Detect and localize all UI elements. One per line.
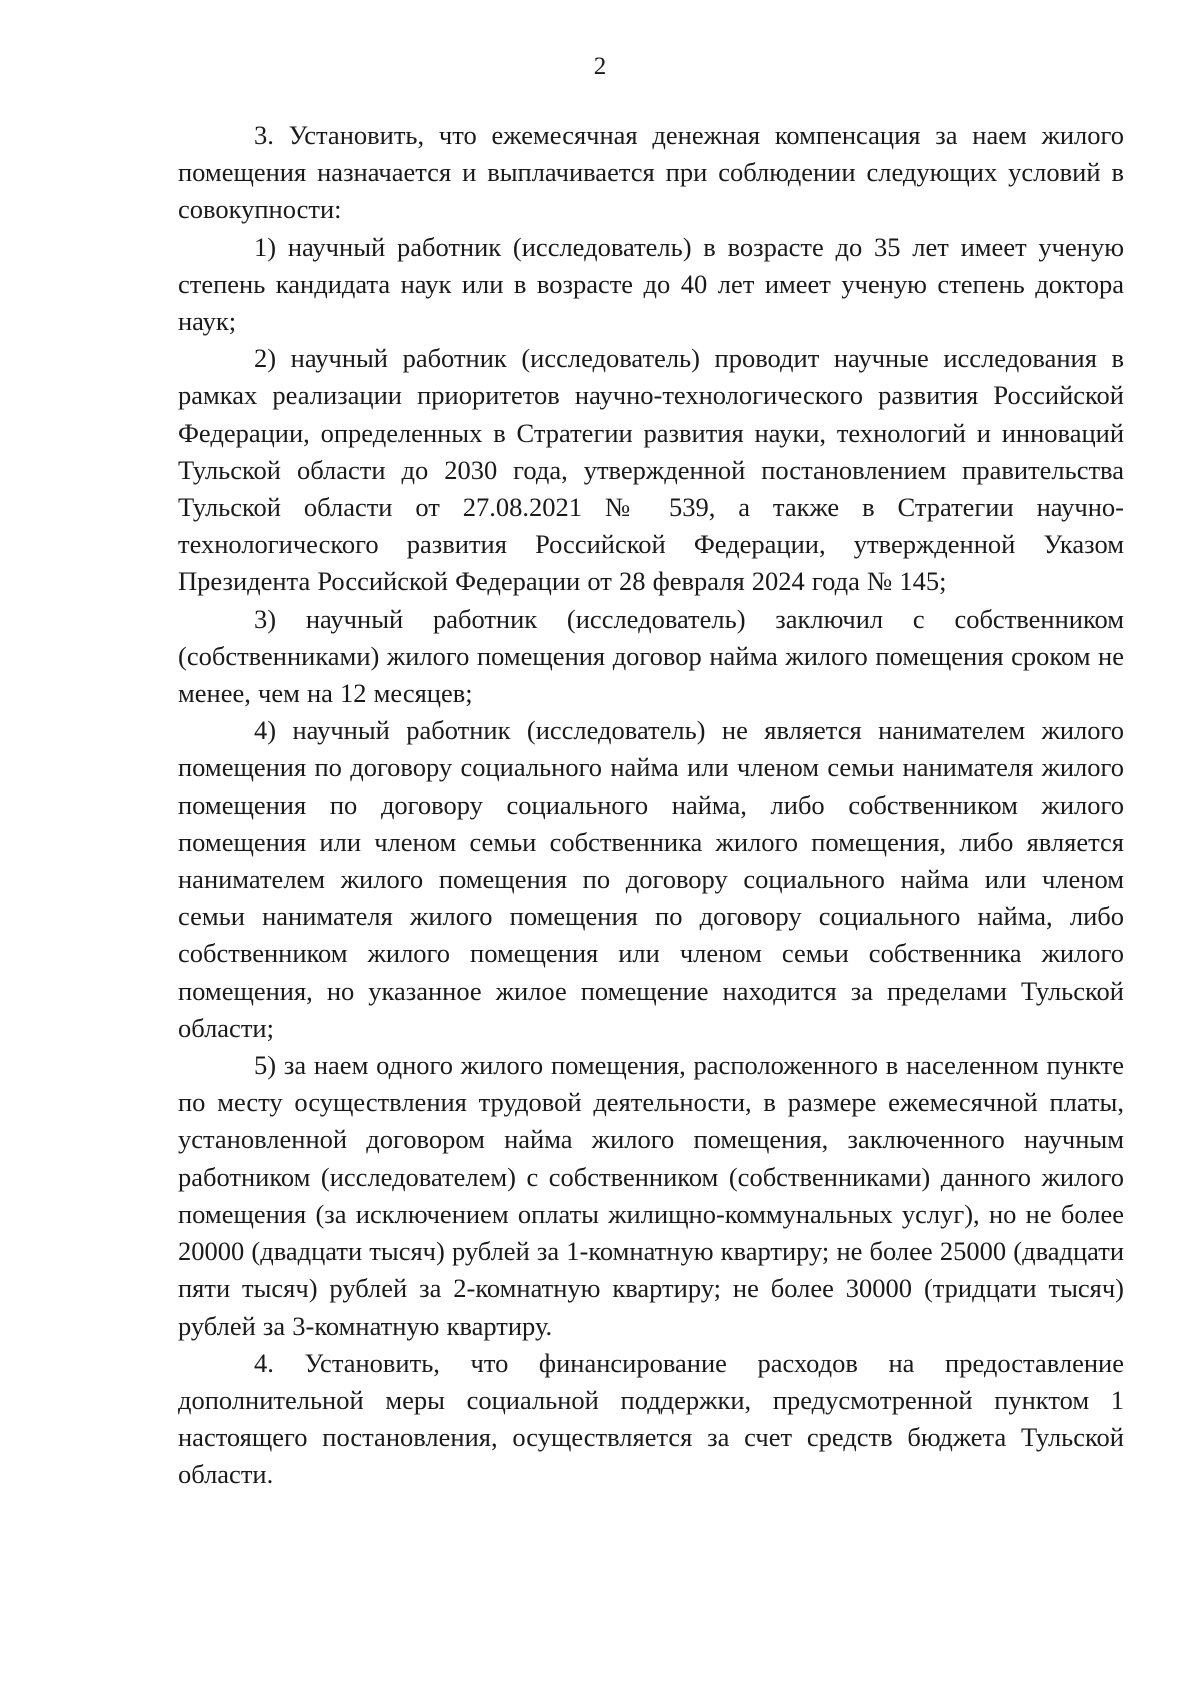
page-number: 2 [593,53,607,80]
paragraph-item-4: 4. Установить, что финансирование расходов на предоставление дополнительной меры социальной поддержки, предусмотренной пунктом 1 настоящего постановления, осуществляется за счет средств бюджета Тульской области. [178,1347,1124,1490]
paragraph-subitem-4: 4) научный работник (исследователь) не является нанимателем жилого помещения по договору социального найма или членом семьи нанимателя жилого помещения по договору социального найма, либо собственником жилого помещения или членом семьи собственника жилого помещения, либо является нанимателем жилого помещения по договору социального найма или членом семьи нанимателя жилого помещения по договору социального найма, либо собственником жилого помещения или членом семьи собственника жилого помещения, но указанное жилое помещение находится за пределами Тульской области; [178,715,1124,1043]
paragraph-subitem-1: 1) научный работник (исследователь) в возрасте до 35 лет имеет ученую степень кандидата наук или в возрасте до 40 лет имеет ученую степень доктора наук; [178,231,1124,337]
paragraph-subitem-2: 2) научный работник (исследователь) проводит научные исследования в рамках реализации приоритетов научно-технологического развития Российской Федерации, определенных в Стратегии развития науки, технологий и инноваций Тульской области до 2030 года, утвержденной постановлением правительства Тульской области от 27.08.2021 № 539, а также в Стратегии научно-технологического развития Российской Федерации, утвержденной Указом Президента Российской Федерации от 28 февраля 2024 года № 145; [178,343,1124,597]
paragraph-subitem-5: 5) за наем одного жилого помещения, расположенного в населенном пункте по месту осуществления трудовой деятельности, в размере ежемесячной платы, установленной договором найма жилого помещения, заключенного научным работником (исследователем) с собственником (собственниками) данного жилого помещения (за исключением оплаты жилищно-коммунальных услуг), но не более 20000 (двадцати тысяч) рублей за 1-комнатную квартиру; не более 25000 (двадцати пяти тысяч) рублей за 2-комнатную квартиру; не более 30000 (тридцати тысяч) рублей за 3-комнатную квартиру. [178,1050,1124,1341]
document-body [178,117,1124,1494]
paragraph-subitem-3: 3) научный работник (исследователь) заключил с собственником (собственниками) жилого помещения договор найма жилого помещения сроком не менее, чем на 12 месяцев; [178,603,1124,709]
paragraph-item-3: 3. Установить, что ежемесячная денежная компенсация за наем жилого помещения назначается и выплачивается при соблюдении следующих условий в совокупности: [178,120,1124,225]
